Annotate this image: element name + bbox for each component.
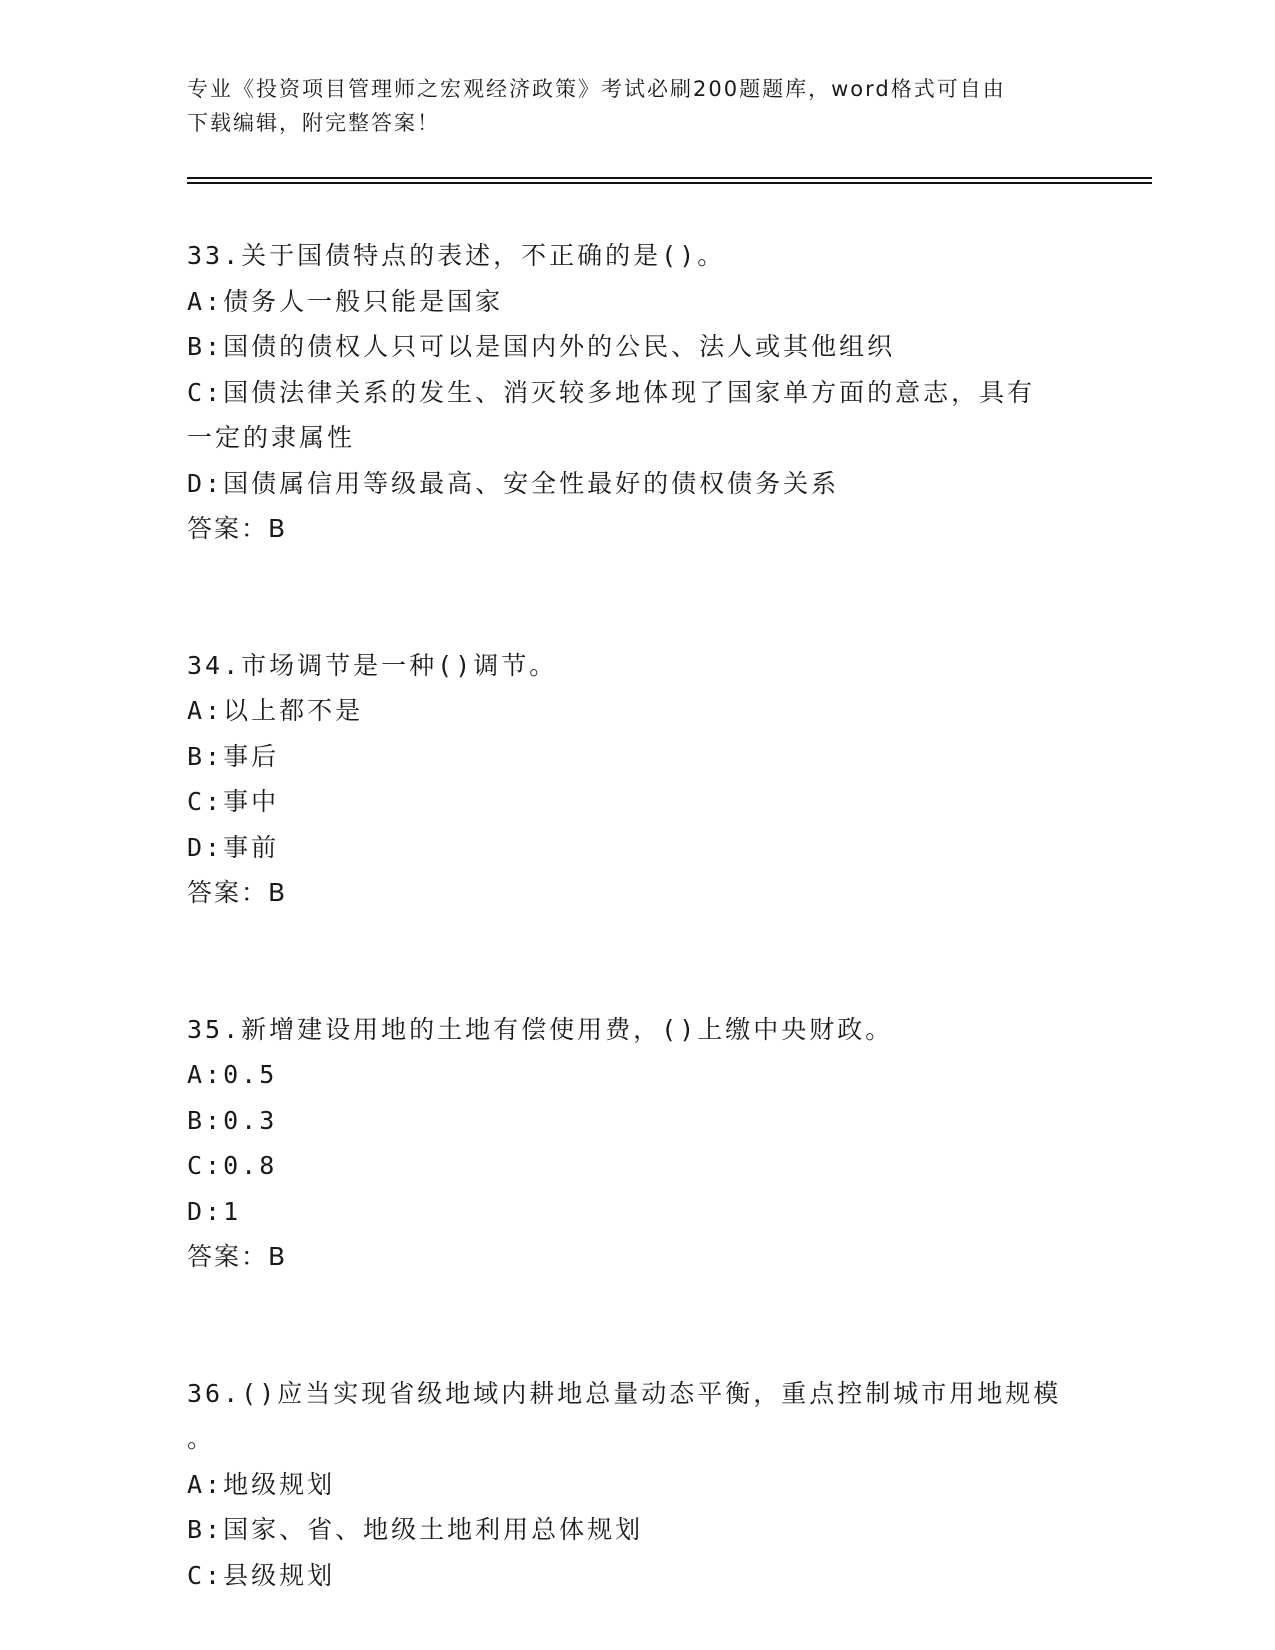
- option-letter: B:: [187, 332, 224, 361]
- answer-label: 答案：B: [187, 878, 288, 907]
- option-d: [187, 461, 1087, 507]
- option-b: [187, 324, 1087, 370]
- option-text: 1: [223, 1196, 242, 1226]
- answer-label: 答案：B: [187, 1242, 288, 1271]
- question-stem: 36.()应当实现省级地域内耕地总量动态平衡，重点控制城市用地规模: [187, 1378, 1062, 1408]
- option-letter: B:: [187, 1515, 224, 1544]
- option-a: [187, 1462, 1087, 1508]
- option-letter: A:: [187, 1469, 224, 1499]
- option-text: 国家、省、地级土地利用总体规划: [223, 1515, 644, 1544]
- question-stem: 35.新增建设用地的土地有偿使用费，()上缴中央财政。: [187, 1014, 894, 1044]
- option-c: [187, 779, 1087, 825]
- option-letter: D:: [187, 832, 224, 862]
- option-a: [187, 688, 1087, 734]
- question-list: [187, 233, 1087, 1598]
- option-text: 0.5: [223, 1060, 278, 1089]
- option-c: [187, 1553, 1087, 1599]
- option-b: [187, 1098, 1087, 1144]
- option-a: [187, 1052, 1087, 1098]
- option-letter: C:: [187, 787, 224, 816]
- header-divider-bottom: [187, 182, 1152, 184]
- option-text: 事前: [223, 832, 280, 862]
- option-c: [187, 1143, 1087, 1189]
- option-letter: C:: [187, 1560, 224, 1590]
- option-letter: A:: [187, 286, 224, 316]
- question-33: [187, 233, 1087, 552]
- option-letter: A:: [187, 696, 224, 725]
- option-d: [187, 1189, 1087, 1235]
- option-b: [187, 1507, 1087, 1553]
- question-stem-continued: 。: [187, 1424, 216, 1453]
- option-text: 国债属信用等级最高、安全性最好的债权债务关系: [223, 468, 840, 498]
- option-letter: A:: [187, 1060, 224, 1089]
- header-divider-top: [187, 177, 1152, 179]
- question-36: [187, 1371, 1087, 1599]
- option-d: [187, 825, 1087, 871]
- option-text: 0.8: [223, 1151, 278, 1180]
- option-text: 地级规划: [223, 1469, 336, 1499]
- option-text: 事中: [223, 787, 280, 816]
- option-letter: C:: [187, 377, 224, 407]
- question-35: [187, 1007, 1087, 1280]
- option-text: 国债的债权人只可以是国内外的公民、法人或其他组织: [223, 332, 896, 361]
- question-spacer: [187, 916, 1087, 1007]
- option-letter: B:: [187, 741, 224, 771]
- question-stem: 34.市场调节是一种()调节。: [187, 650, 558, 680]
- option-letter: D:: [187, 1196, 224, 1226]
- option-c-continued: [187, 415, 1087, 461]
- option-letter: B:: [187, 1105, 224, 1135]
- question-stem: 33.关于国债特点的表述，不正确的是()。: [187, 241, 726, 270]
- question-spacer: [187, 1280, 1087, 1371]
- option-a: [187, 279, 1087, 325]
- option-letter: D:: [187, 468, 224, 498]
- option-text: 事后: [223, 741, 280, 771]
- option-text: 0.3: [223, 1105, 278, 1135]
- option-text: 一定的隶属性: [187, 423, 356, 452]
- header-intro-line-2: 下载编辑，附完整答案！: [187, 111, 440, 135]
- option-text: 债务人一般只能是国家: [223, 286, 504, 316]
- option-text: 以上都不是: [223, 696, 364, 725]
- option-text: 县级规划: [223, 1560, 336, 1590]
- header-intro-line-1: 专业《投资项目管理师之宏观经济政策》考试必刷200题题库，word格式可自由: [187, 77, 1006, 101]
- question-34: [187, 643, 1087, 916]
- document-header: [187, 72, 1087, 140]
- answer-label: 答案：B: [187, 514, 288, 543]
- option-letter: C:: [187, 1151, 224, 1180]
- option-b: [187, 734, 1087, 780]
- option-c: [187, 370, 1087, 416]
- option-text: 国债法律关系的发生、消灭较多地体现了国家单方面的意志，具有: [223, 377, 1036, 407]
- question-spacer: [187, 552, 1087, 643]
